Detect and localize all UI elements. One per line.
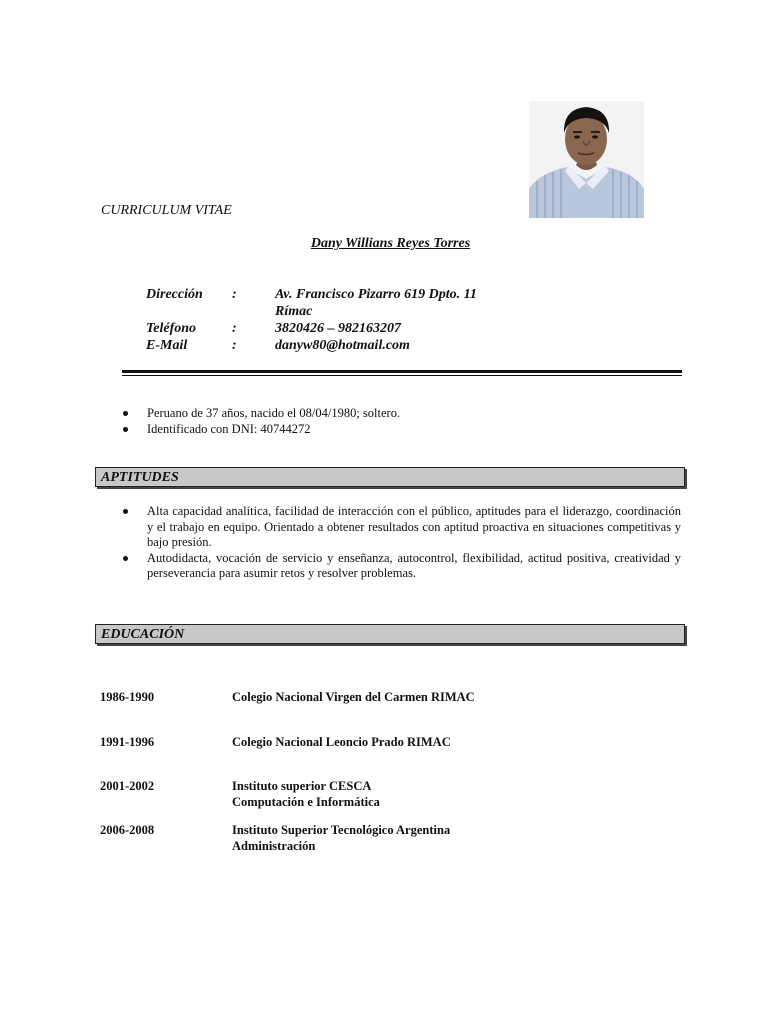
contact-value: Rímac: [275, 304, 313, 319]
education-years: 1991-1996: [100, 735, 155, 749]
profile-photo: [529, 101, 644, 218]
contact-value: 3820426 – 982163207: [275, 321, 401, 336]
bullet-icon: [123, 556, 128, 561]
contact-value: danyw80@hotmail.com: [275, 338, 410, 353]
divider-thin: [122, 375, 682, 376]
institution-name: Instituto Superior Tecnológico Argentina: [232, 823, 451, 837]
contact-separator: :: [232, 321, 237, 336]
list-item-text: Identificado con DNI: 40744272: [147, 421, 311, 436]
candidate-name: Dany Willians Reyes Torres: [310, 236, 471, 251]
contact-label: Dirección: [146, 287, 203, 302]
personal-info-list: [123, 406, 683, 437]
institution-name: Colegio Nacional Virgen del Carmen RIMAC: [232, 690, 475, 704]
contact-value: Av. Francisco Pizarro 619 Dpto. 11: [275, 287, 477, 302]
aptitudes-list: [123, 504, 681, 582]
education-years: 2006-2008: [100, 823, 155, 837]
list-item: [123, 422, 683, 438]
education-years: 2001-2002: [100, 779, 155, 793]
contact-label: E-Mail: [146, 338, 188, 353]
contact-separator: :: [232, 338, 237, 353]
section-header-educacion: EDUCACIÓN: [95, 624, 685, 644]
institution-name: Colegio Nacional Leoncio Prado RIMAC: [232, 735, 451, 749]
contact-separator: :: [232, 287, 237, 302]
list-item: [123, 406, 683, 422]
cv-title: CURRICULUM VITAE: [101, 203, 232, 218]
institution-program: Administración: [232, 839, 316, 853]
divider-thick: [122, 370, 682, 373]
institution-name: Instituto superior CESCA: [232, 779, 372, 793]
education-institution: [232, 778, 652, 810]
bullet-icon: [123, 509, 128, 514]
education-institution: [232, 822, 652, 854]
education-institution: [232, 734, 652, 750]
list-item-text: Alta capacidad analítica, facilidad de interacción con el público, aptitudes para el liderazgo, coordinación y el trabajo en equipo. Orientado a obtener resultados con aptitud proactiva en situaciones competitivas y bajo presión.: [147, 504, 681, 549]
list-item: [123, 504, 681, 551]
list-item: [123, 551, 681, 582]
contact-label: Teléfono: [146, 321, 197, 336]
institution-program: Computación e Informática: [232, 795, 380, 809]
education-institution: [232, 689, 652, 705]
education-years: 1986-1990: [100, 690, 155, 704]
list-item-text: Autodidacta, vocación de servicio y enseñanza, autocontrol, flexibilidad, actitud positiva, creatividad y perseverancia para asumir retos y resolver problemas.: [147, 550, 681, 580]
list-item-text: Peruano de 37 años, nacido el 08/04/1980; soltero.: [147, 406, 401, 420]
section-header-aptitudes: APTITUDES: [95, 467, 685, 487]
bullet-icon: [123, 427, 128, 432]
bullet-icon: [123, 411, 128, 416]
